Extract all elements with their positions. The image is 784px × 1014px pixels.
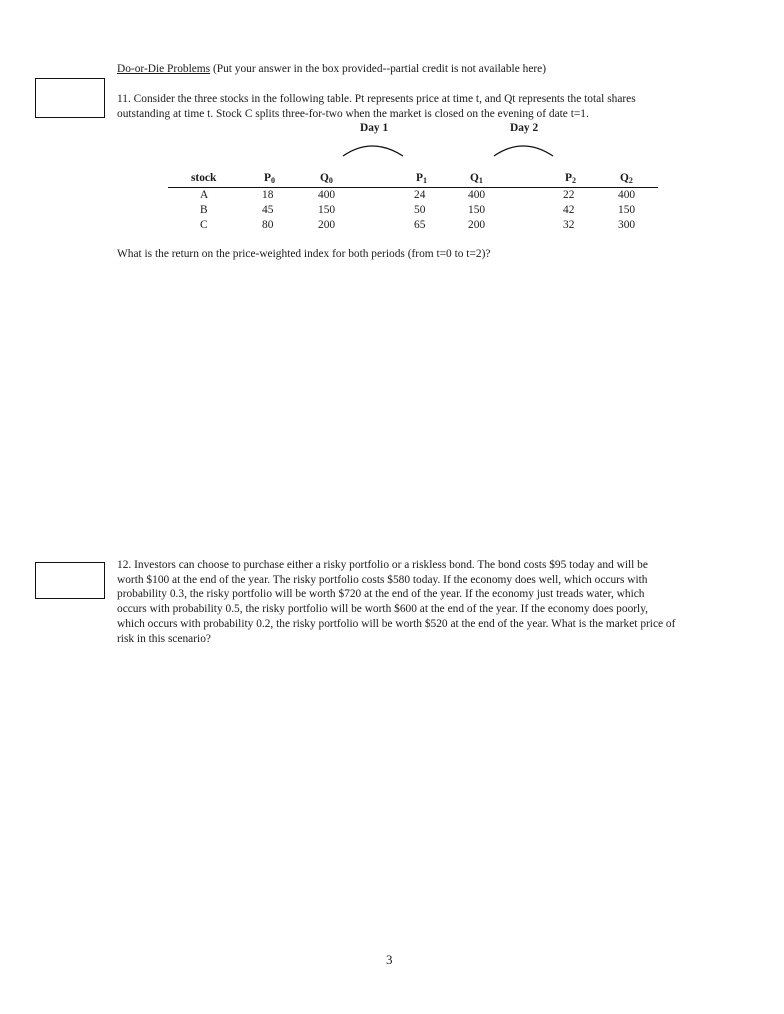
table-cell: 45 <box>262 204 274 216</box>
question-11-prompt: What is the return on the price-weighted index for both periods (from t=0 to t=2)? <box>117 248 491 260</box>
table-cell: 50 <box>414 204 426 216</box>
table-cell: 32 <box>563 219 575 231</box>
table-cell: 18 <box>262 189 274 201</box>
col-header-q2: $Q_2$ <box>620 172 633 185</box>
page-number: 3 <box>386 952 393 967</box>
table-cell: 80 <box>262 219 274 231</box>
col-header-p0: $P_0$ <box>264 172 275 185</box>
day-2-arc <box>494 146 553 156</box>
table-header-rule <box>168 187 658 188</box>
table-cell: 300 <box>618 219 636 231</box>
table-cell: 400 <box>318 189 336 201</box>
col-header-q0: $Q_0$ <box>320 172 333 185</box>
answer-box-q12[interactable] <box>35 562 105 599</box>
col-header-p1: $P_1$ <box>416 172 427 185</box>
table-cell: 150 <box>618 204 636 216</box>
question-11-text: 11. Consider the three stocks in the following table. Pt represents price at time t, and Qt represents the total shares outstanding at time t. Stock C splits three-for-two when the market is closed on the evening of date t=1. <box>117 93 636 120</box>
col-header-stock: stock <box>191 172 217 184</box>
col-header-q1: $Q_1$ <box>470 172 483 185</box>
table-cell: 400 <box>618 189 636 201</box>
table-cell: B <box>200 204 208 216</box>
day-1-label: Day 1 <box>360 122 389 134</box>
day-2-label: Day 2 <box>510 122 539 134</box>
table-cell: 150 <box>468 204 486 216</box>
table-cell: 200 <box>318 219 336 231</box>
table-cell: 65 <box>414 219 426 231</box>
col-header-p2: $P_2$ <box>565 172 576 185</box>
day-1-arc <box>343 146 403 156</box>
table-cell: 150 <box>318 204 336 216</box>
table-cell: A <box>200 189 209 201</box>
section-note: (Put your answer in the box provided--partial credit is not available here) <box>210 63 547 75</box>
table-cell: 42 <box>563 204 575 216</box>
table-cell: 200 <box>468 219 486 231</box>
question-12-text: 12. Investors can choose to purchase either a risky portfolio or a riskless bond. The bond costs $95 today and will be worth $100 at the end of the year. The risky portfolio costs $580 today. If the economy does well, which occurs with probability 0.3, the risky portfolio will be worth $720 at the end of the year. If the economy just treads water, which occurs with probability 0.5, the risky portfolio will be worth $600 at the end of the year. If the economy does poorly, which occurs with probability 0.2, the risky portfolio will be worth $520 at the end of the year. What is the market price of risk in this scenario? <box>117 559 676 645</box>
period-arcs <box>0 0 784 200</box>
table-cell: 22 <box>563 189 575 201</box>
table-cell: C <box>200 219 208 231</box>
section-title: Do-or-Die Problems <box>117 63 211 75</box>
table-cell: 400 <box>468 189 486 201</box>
table-cell: 24 <box>414 189 426 201</box>
